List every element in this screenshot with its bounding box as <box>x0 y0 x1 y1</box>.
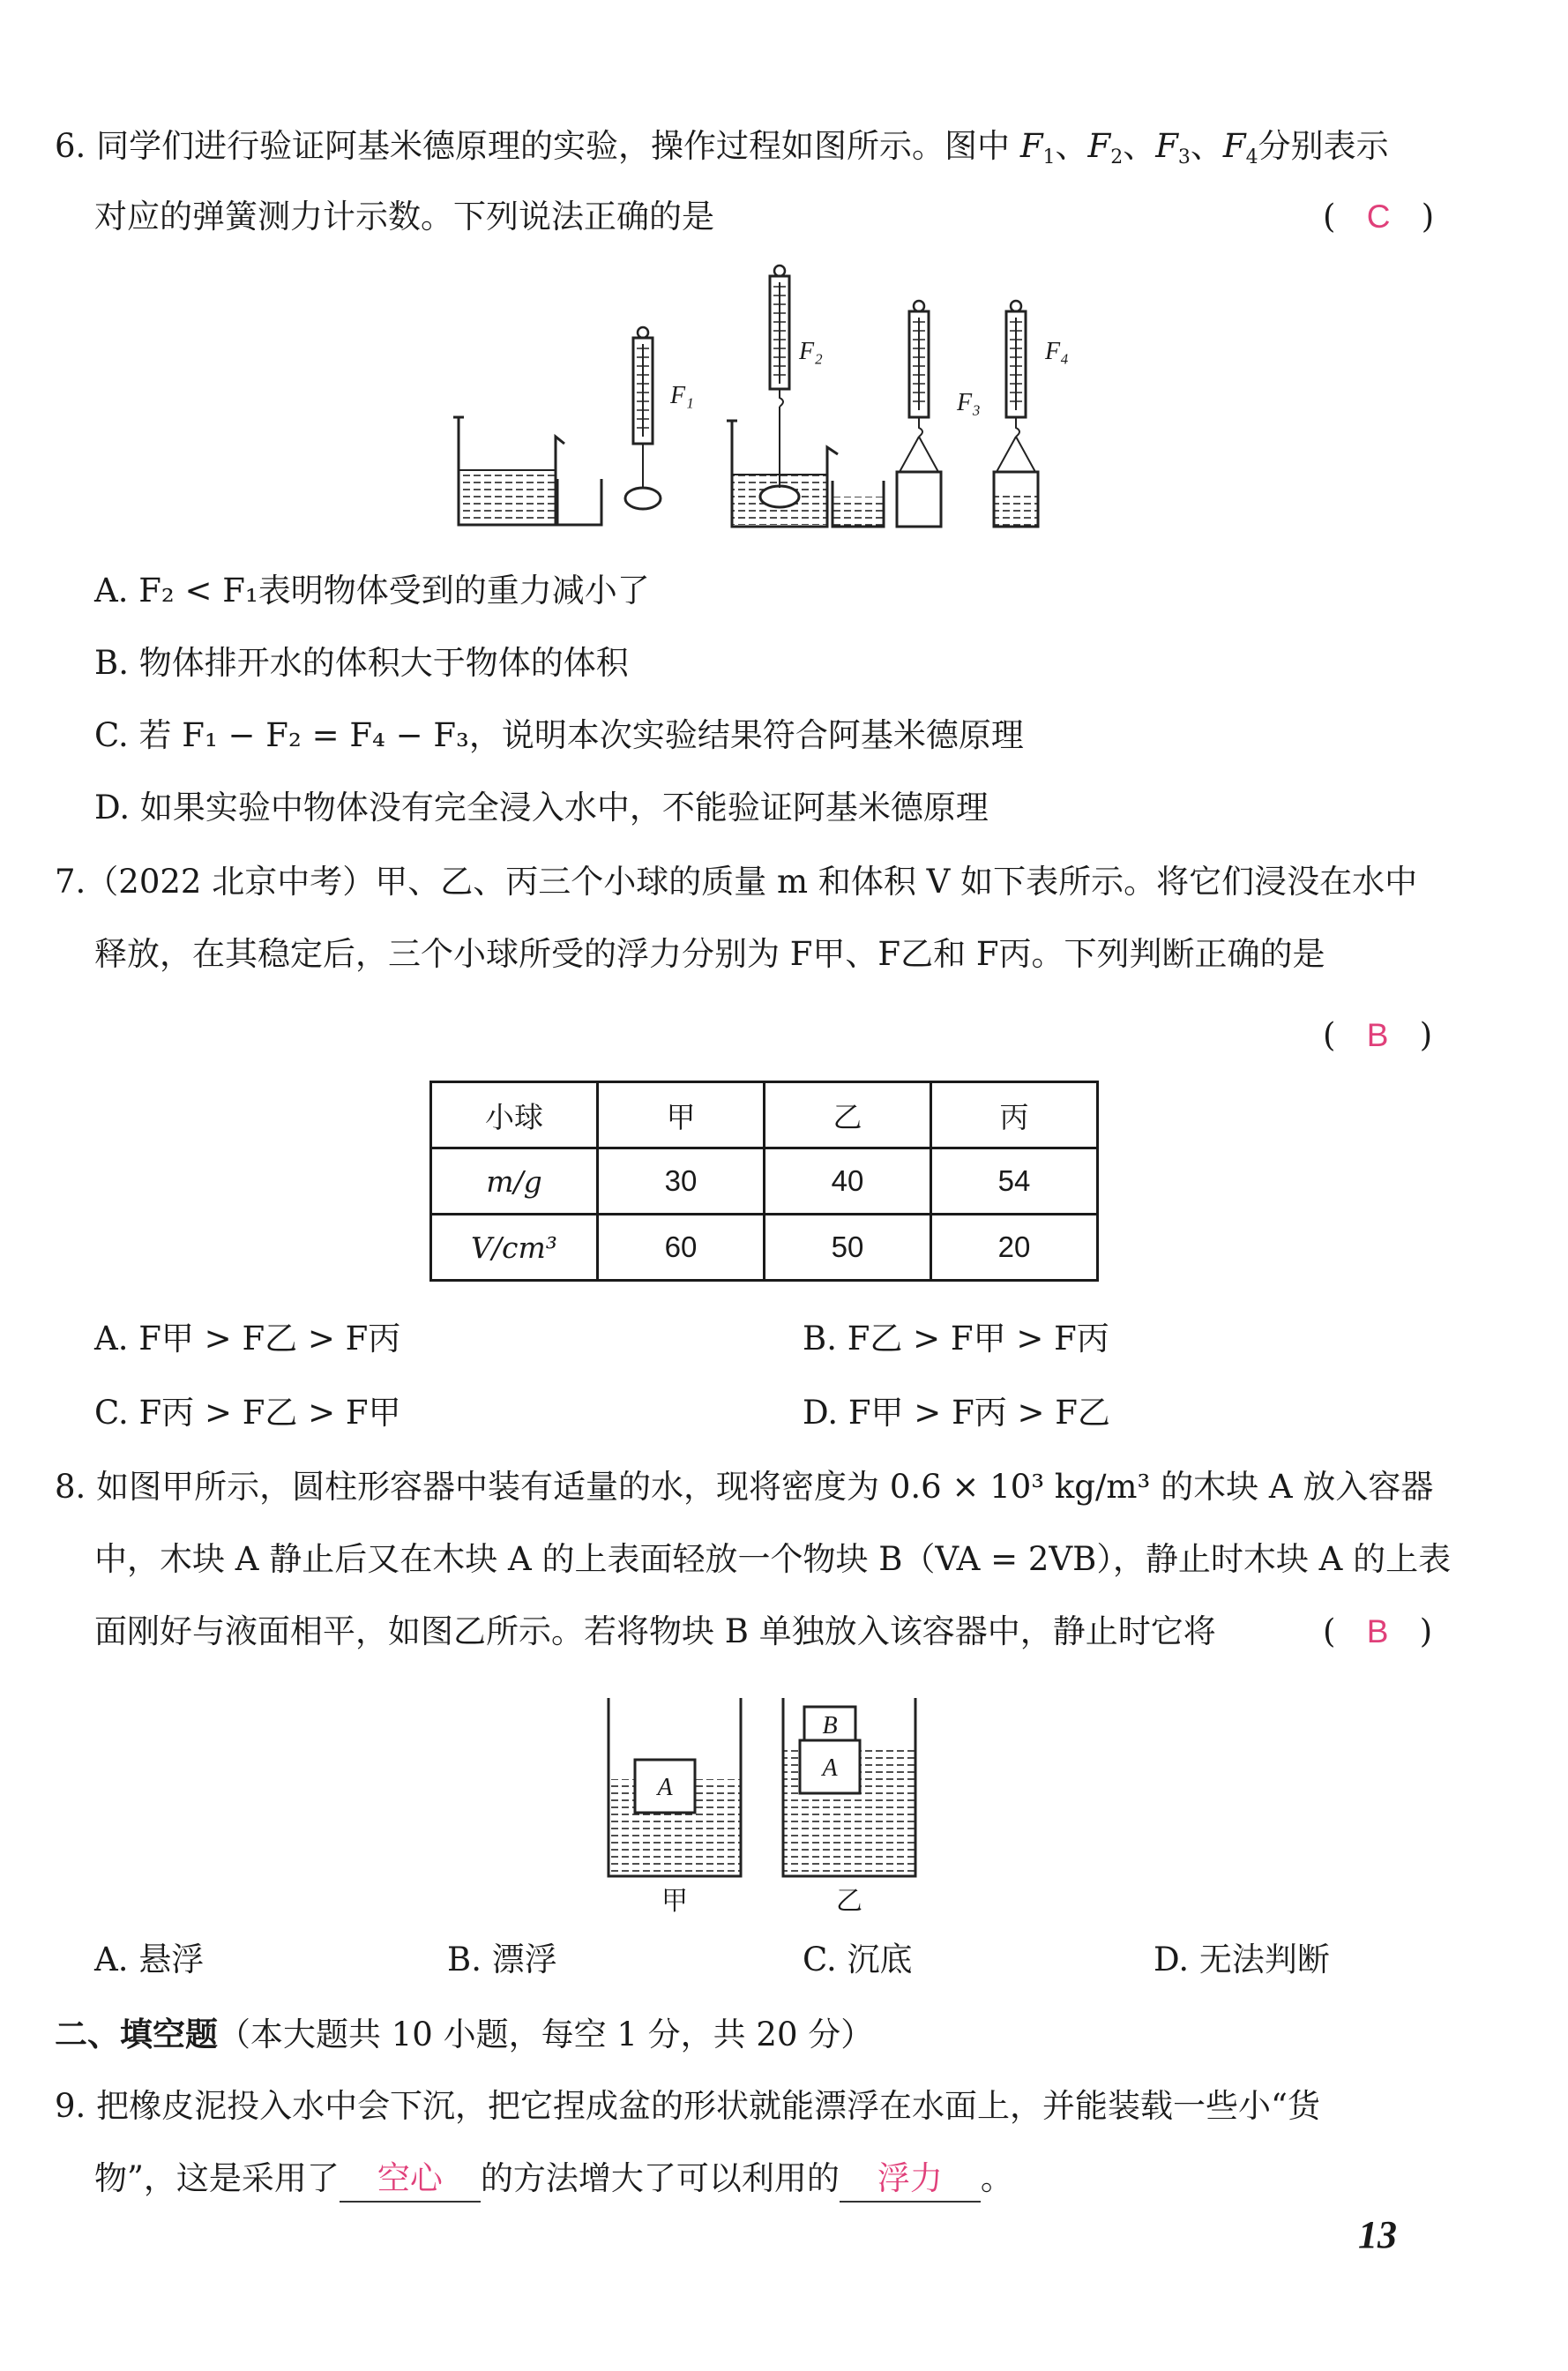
caption-jia: 甲 <box>661 1886 688 1917</box>
table-header: 丙 <box>931 1082 1098 1148</box>
spring-scale-f4 <box>994 301 1038 527</box>
q8-option-c: C. 沉底 <box>803 1941 913 1978</box>
section-2-title: 二、填空题 <box>55 2015 218 2053</box>
table-cell: 30 <box>598 1148 765 1215</box>
table-cell: 60 <box>598 1215 765 1281</box>
table-header: 乙 <box>765 1082 931 1148</box>
q6-option-a: A. F₂ < F₁表明物体受到的重力减小了 <box>94 572 650 610</box>
q9-text-c: 。 <box>980 2159 1013 2197</box>
block-a-left: A <box>657 1774 673 1801</box>
spring-scale-f1 <box>625 327 661 509</box>
q6-option-b: B. 物体排开水的体积大于物体的体积 <box>94 644 629 682</box>
q9-blank-1[interactable]: 空心 <box>340 2158 481 2203</box>
label-f2: F₂ <box>799 338 823 365</box>
overflow-beaker-1 <box>453 417 564 525</box>
section-2-note: （本大题共 10 小题，每空 1 分，共 20 分） <box>218 2016 874 2053</box>
small-cup-1 <box>557 479 601 525</box>
caption-yi: 乙 <box>836 1886 862 1917</box>
q8-stem-line2: 中，木块 A 静止后又在木块 A 的上表面轻放一个物块 B（VA = 2VB），静止时木块 A 的上表 <box>94 1540 1452 1578</box>
q6-answer: C <box>1366 198 1391 235</box>
block-b: B <box>822 1712 838 1739</box>
table-header: 甲 <box>598 1082 765 1148</box>
label-f3: F₃ <box>957 389 981 416</box>
q8-option-b: B. 漂浮 <box>447 1941 557 1978</box>
q9-text-a: 物”，这是采用了 <box>94 2159 340 2197</box>
spring-scale-f3 <box>897 301 941 527</box>
section-2-heading <box>55 2013 873 2056</box>
q8-answer-bracket: ( B ) <box>1323 1612 1433 1650</box>
table-cell: V/cm³ <box>431 1215 598 1281</box>
q8-stem-line3: 面刚好与液面相平，如图乙所示。若将物块 B 单独放入该容器中，静止时它将 <box>94 1612 1216 1650</box>
table-row <box>431 1148 1098 1215</box>
label-f4: F₄ <box>1045 338 1069 365</box>
q8-option-a: A. 悬浮 <box>94 1941 205 1978</box>
q7-stem-line1: 7.（2022 北京中考）甲、乙、丙三个小球的质量 m 和体积 V 如下表所示。将它们浸没在水中 <box>55 863 1418 901</box>
q7-option-a: A. F甲 > F乙 > F丙 <box>94 1320 401 1358</box>
q7-answer: B <box>1366 1017 1389 1053</box>
table-cell: 40 <box>765 1148 931 1215</box>
q6-figure <box>441 260 1111 538</box>
q8-answer: B <box>1366 1613 1389 1649</box>
q8-stem-line1: 8. 如图甲所示，圆柱形容器中装有适量的水，现将密度为 0.6 × 10³ kg/m³ 的木块 A 放入容器 <box>55 1468 1434 1506</box>
q6-stem-line2: 对应的弹簧测力计示数。下列说法正确的是 <box>94 198 714 236</box>
spring-scale-f2 <box>770 266 789 488</box>
table-row <box>431 1215 1098 1281</box>
container-right <box>783 1698 915 1876</box>
q6-option-c: C. 若 F₁ − F₂ = F₄ − F₃，说明本次实验结果符合阿基米德原理 <box>94 716 1024 754</box>
container-left <box>609 1698 741 1876</box>
small-cup-2 <box>833 481 884 527</box>
q6-stem-line1: 6. 同学们进行验证阿基米德原理的实验，操作过程如图所示。图中 $F_1$、$F_2$、$F_3$、$F_4$分别表示 <box>55 127 1389 168</box>
label-f1: F₁ <box>670 382 694 409</box>
q9-stem-line1: 9. 把橡皮泥投入水中会下沉，把它捏成盆的形状就能漂浮在水面上，并能装载一些小“货 <box>55 2087 1320 2125</box>
q9-text-b: 的方法增大了可以利用的 <box>480 2159 840 2197</box>
table-header-row <box>431 1082 1098 1148</box>
q7-stem-line2: 释放，在其稳定后，三个小球所受的浮力分别为 F甲、F乙和 F丙。下列判断正确的是 <box>94 935 1325 973</box>
q9-stem-line2 <box>94 2158 1013 2203</box>
overflow-beaker-2 <box>727 421 838 527</box>
table-header: 小球 <box>431 1082 598 1148</box>
table-cell: 54 <box>931 1148 1098 1215</box>
block-a-right: A <box>822 1754 838 1782</box>
q9-blank-2[interactable]: 浮力 <box>840 2158 981 2203</box>
q7-option-c: C. F丙 > F乙 > F甲 <box>94 1394 401 1432</box>
q6-option-d: D. 如果实验中物体没有完全浸入水中，不能验证阿基米德原理 <box>94 789 989 826</box>
q7-table <box>429 1081 1099 1282</box>
q6-answer-bracket: ( C ) <box>1323 198 1435 236</box>
table-cell: m/g <box>431 1148 598 1215</box>
q7-option-b: B. F乙 > F甲 > F丙 <box>803 1320 1109 1358</box>
table-cell: 20 <box>931 1215 1098 1281</box>
page-number: 13 <box>1358 2213 1397 2256</box>
q8-option-d: D. 无法判断 <box>1154 1941 1330 1978</box>
q8-figure <box>600 1698 935 1927</box>
q7-option-d: D. F甲 > F丙 > F乙 <box>803 1394 1110 1432</box>
q7-answer-bracket: ( B ) <box>1323 1016 1433 1054</box>
table-cell: 50 <box>765 1215 931 1281</box>
